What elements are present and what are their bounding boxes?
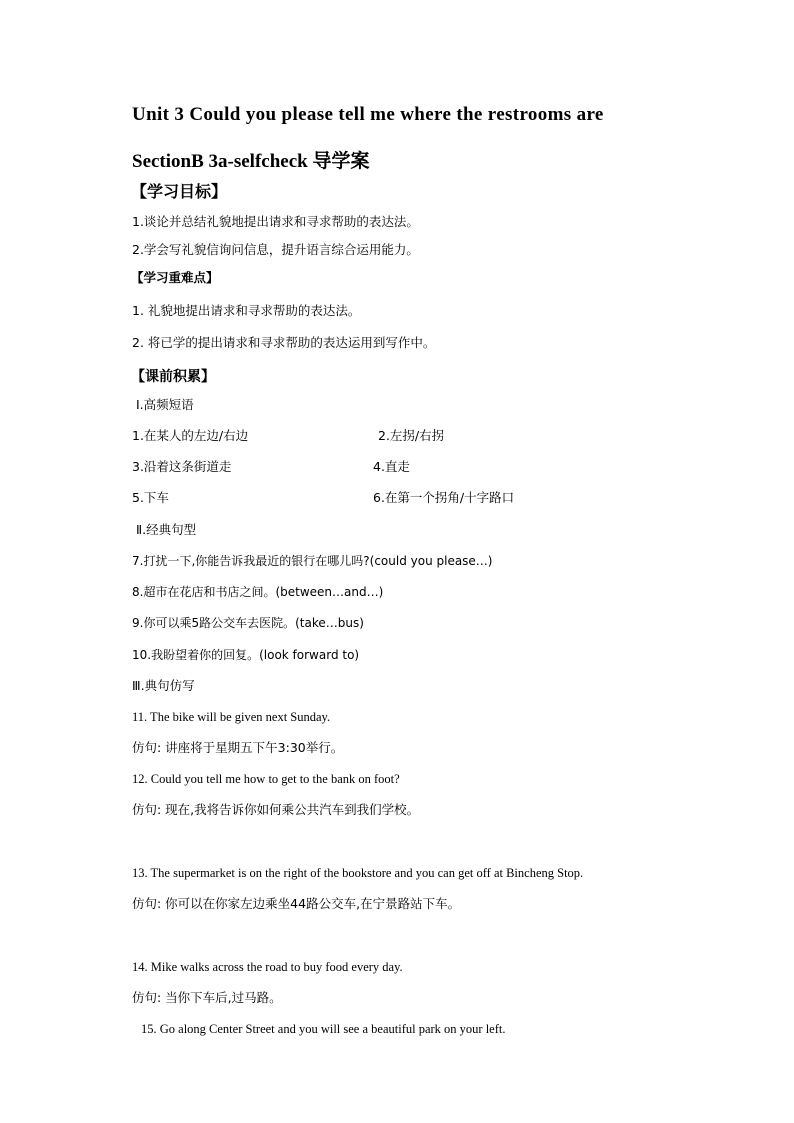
- sentence-7: 7.打扰一下,你能告诉我最近的银行在哪儿吗?(could you please…): [132, 554, 493, 568]
- learning-goal-1: 1.谈论并总结礼貌地提出请求和寻求帮助的表达法。: [132, 214, 419, 229]
- imitation-14-english: 14. Mike walks across the road to buy food every day.: [132, 960, 403, 974]
- phrase-1: 1.在某人的左边/右边: [132, 428, 249, 443]
- phrase-5: 5.下车: [132, 490, 169, 505]
- imitation-14-chinese: 仿句: 当你下车后,过马路。: [132, 990, 282, 1005]
- phrase-3: 3.沿着这条街道走: [132, 459, 232, 474]
- key-point-2: 2. 将已学的提出请求和寻求帮助的表达运用到写作中。: [132, 335, 436, 350]
- section-3-title: Ⅲ.典句仿写: [132, 678, 195, 693]
- imitation-12-chinese: 仿句: 现在,我将告诉你如何乘公共汽车到我们学校。: [132, 802, 420, 817]
- phrase-6: 6.在第一个拐角/十字路口: [373, 490, 515, 505]
- imitation-15-english: 15. Go along Center Street and you will see a beautiful park on your left.: [141, 1022, 506, 1036]
- sentence-8: 8.超市在花店和书店之间。(between…and…): [132, 585, 384, 599]
- sentence-9: 9.你可以乘5路公交车去医院。(take…bus): [132, 616, 364, 630]
- key-point-1: 1. 礼貌地提出请求和寻求帮助的表达法。: [132, 303, 361, 318]
- imitation-12-english: 12. Could you tell me how to get to the bank on foot?: [132, 772, 400, 786]
- document-title-line-1: Unit 3 Could you please tell me where the restrooms are: [132, 104, 604, 125]
- preview-heading: 【课前积累】: [131, 369, 215, 385]
- imitation-11-chinese: 仿句: 讲座将于星期五下午3:30举行。: [132, 740, 344, 755]
- imitation-13-chinese: 仿句: 你可以在你家左边乘坐44路公交车,在宁景路站下车。: [132, 896, 461, 911]
- learning-goals-heading: 【学习目标】: [131, 182, 228, 201]
- key-points-heading: 【学习重难点】: [131, 270, 219, 285]
- sentence-10: 10.我盼望着你的回复。(look forward to): [132, 648, 360, 662]
- phrase-4: 4.直走: [373, 459, 410, 474]
- section-2-title: Ⅱ.经典句型: [136, 522, 197, 537]
- imitation-13-english: 13. The supermarket is on the right of the bookstore and you can get off at Bincheng Stop.: [132, 866, 584, 880]
- section-1-title: Ⅰ.高频短语: [136, 397, 194, 412]
- imitation-11-english: 11. The bike will be given next Sunday.: [132, 710, 331, 724]
- learning-goal-2: 2.学会写礼貌信询问信息，提升语言综合运用能力。: [132, 242, 419, 257]
- phrase-2: 2.左拐/右拐: [378, 428, 445, 443]
- document-title-line-2: SectionB 3a-selfcheck 导学案: [132, 151, 370, 172]
